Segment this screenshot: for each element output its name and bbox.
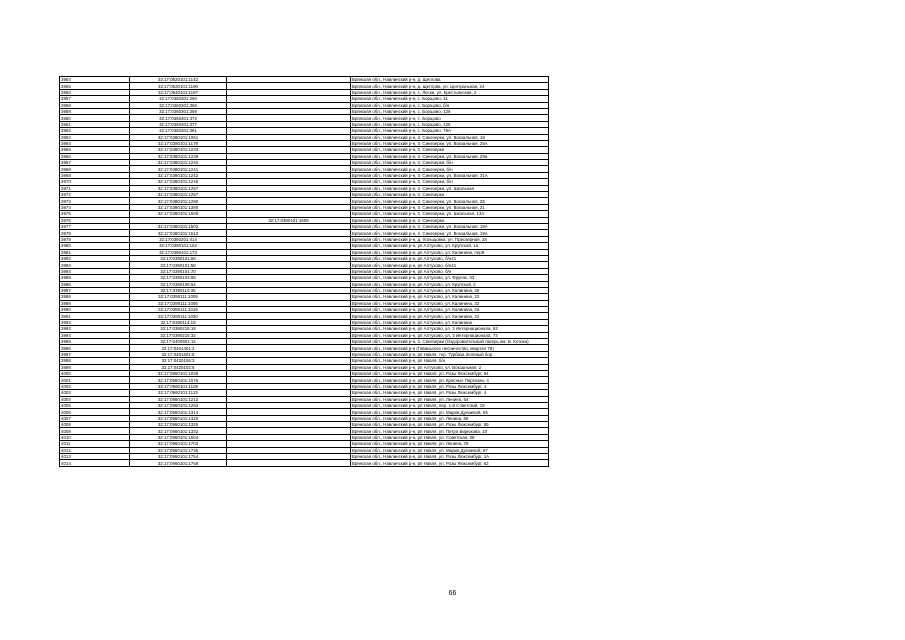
row-number: 3978 [60,230,130,236]
cadastral-number: 32:17:0360301:366 [130,102,227,108]
cadastral-number: 32:17:0360301:260 [130,96,227,102]
row-number: 3961 [60,121,130,127]
address: Брянская обл., Навлинский р-н, п. Синезерки [351,192,549,198]
cadastral-number: 32:17:0380101:1061 [130,134,227,140]
address: Брянская обл., Навлинский р-н, п. Синезерки, б/н [351,166,549,172]
row-number: 3995 [60,339,130,345]
cadastral-number: 32:17:0960101:1320 [130,415,227,421]
address: Брянская обл., Навлинский р-н, д. Щеглова, ул. Центральная, 24 [351,83,549,89]
row-number: 3957 [60,96,130,102]
row-number: 3968 [60,166,130,172]
row-number: 4012 [60,447,130,453]
address: Брянская обл., Навлинский р-н, рп Навля, ул. Красных Партизан, 4 [351,377,549,383]
address: Брянская обл., Навлинский р-н, рп Алтухово, ул. Калинина, пер8 [351,249,549,255]
row-number: 3991 [60,313,130,319]
cadastral-number: 32:17:0960101:1332 [130,428,227,434]
address: Брянская обл., Навлинский р-н, п. Синезерки, ул. Школьная [351,185,549,191]
cadastral-number: 32:17:0380101:1512 [130,230,227,236]
address: Брянская обл., Навлинский р-н, с. Борщово [351,115,549,121]
cadastral-number-extra: 32:17:0380101:1508 [227,217,351,223]
address: Брянская обл., Навлинский р-н, с. Борщово, б/н [351,102,549,108]
cadastral-number: 32:17:0960101:1314 [130,409,227,415]
row-number: 3964 [60,140,130,146]
address: Брянская обл., Навлинский р-н, рп Алтухово, ул. 3 Интернационала, 92 [351,326,549,332]
address: Брянская обл., Навлинский р-н, п. Синезерки (Оздоровительный лагерь им. В. Котика) [351,339,549,345]
row-number: 3974 [60,204,130,210]
cadastral-number: 32:17:0390111:1005 [130,294,227,300]
row-number: 3976 [60,217,130,223]
address: Брянская обл., Навлинский р-н, рп Навля, ул. Марии Дунаевой, 67 [351,447,549,453]
address: Брянская обл., Навлинский р-н, п. Синезерки, ул. Вокзальная, 25А [351,140,549,146]
address: Брянская обл., Навлинский р-н, п. Синезерки, ул. Вокзальная, 25 [351,198,549,204]
row-number: 3954 [60,77,130,83]
cadastral-number: 32:17:0390101:58 [130,262,227,268]
row-number: 4000 [60,370,130,376]
address: Брянская обл., Навлинский р-н, рп Навля, пер. 1-й Советский, 19 [351,402,549,408]
address: Брянская обл., Навлинский р-н, рп Навля, ул. Розы Люксембург, 89 [351,422,549,428]
row-number: 3983 [60,262,130,268]
cadastral-number: 32:17:0380101:1239 [130,153,227,159]
cadastral-number: 32:17:0380101:1290 [130,198,227,204]
address: Брянская обл., Навлинский р-н (Гаваньское лесничество, квартал 78) [351,345,549,351]
row-number: 4008 [60,422,130,428]
cadastral-number: 32:17:0380101:1390 [130,204,227,210]
row-number: 3955 [60,83,130,89]
address: Брянская обл., Навлинский р-н, рп Алтухово, ул. Калинина [351,319,549,325]
row-number: 3973 [60,198,130,204]
row-number: 3969 [60,172,130,178]
address: Брянская обл., Навлинский р-н, рп Алтухово, б/н41 [351,262,549,268]
address: Брянская обл., Навлинский р-н, рп Алтухово, ул. Калинина, 30 [351,287,549,293]
row-number: 3966 [60,153,130,159]
address: Брянская обл., Навлинский р-н, с. Борщово, 125 [351,121,549,127]
cadastral-number: 32:17:0960101:1703 [130,441,227,447]
address: Брянская обл., Навлинский р-н, рп Навля, б/н [351,358,549,364]
cadastral-number: 32:17:0380101:1245 [130,179,227,185]
address: Брянская обл., Навлинский р-н, п. Синезерки, ул. Вокзальная, 21 [351,204,549,210]
address: Брянская обл., Навлинский р-н, п. Синезерки [351,217,549,223]
cadastral-number-extra [227,460,351,466]
address: Брянская обл., Навлинский р-н, п. Синезерки, б/н [351,179,549,185]
address: Брянская обл., Навлинский р-н, рп Навля, ул. Розы Люксембург, 4 [351,383,549,389]
address: Брянская обл., Навлинский р-н, рп Алтухово, ул. Калинина, 32 [351,300,549,306]
address: Брянская обл., Навлинский р-н, рп Алтухово, ул. Вокзальная, 2 [351,364,549,370]
cadastral-number: 32:17:0390103:65 [130,275,227,281]
row-number: 3963 [60,134,130,140]
row-number: 4010 [60,434,130,440]
row-number: 3980 [60,243,130,249]
address: Брянская обл., Навлинский р-н, рп Алтухово, ул. Калинина, 22 [351,294,549,300]
address: Брянская обл., Навлинский р-н, п. Синезерки, ул. Вокзальная, 29а [351,153,549,159]
row-number: 3970 [60,179,130,185]
cadastral-number: 32:17:0380101:1287 [130,192,227,198]
address: Брянская обл., Навлинский р-н, рп Навля, ул. Розы Люксембург, 62 [351,460,549,466]
row-number: 3960 [60,115,130,121]
cadastral-number: 32:17:0380101:1242 [130,172,227,178]
address: Брянская обл., Навлинский р-н, рп Алтухово, ул. Крупской, 1а [351,243,549,249]
address: Брянская обл., Навлинский р-н, рп Алтухово, ул. 3 Интернационала, 74 [351,332,549,338]
cadastral-number: 32:17:0540101:1167 [130,89,227,95]
row-number: 3984 [60,268,130,274]
row-number: 4002 [60,383,130,389]
address: Брянская обл., Навлинский р-н, рп Алтухово, ул. Фрунзе, 33 [351,275,549,281]
row-number: 4003 [60,390,130,396]
address: Брянская обл., Навлинский р-н, п. Синезерки [351,147,549,153]
cadastral-number: 32:17:0390101:162 [130,243,227,249]
address: Брянская обл., Навлинский р-н, п. Синезерки, ул. Вокзальная, 19А [351,223,549,229]
cadastral-number: 32:17:0380101:1505 [130,211,227,217]
cadastral-number: 32:17:0401601:5 [130,351,227,357]
row-number: 3986 [60,281,130,287]
cadastral-number: 32:17:0960101:1122 [130,390,227,396]
page-number: 66 [448,590,457,597]
address: Брянская обл., Навлинский р-н, рп Навля, ул. Советская, 38 [351,434,549,440]
address: Брянская обл., Навлинский р-н, рп Алтухово, ул. Крупской, 2 [351,281,549,287]
address: Брянская обл., Навлинский р-н, рп Навля, ул. Розы Люксембург, 4 [351,390,549,396]
cadastral-number: 32:17:0360301:359 [130,108,227,114]
cadastral-number: 32:17:0520101:1143 [130,77,227,83]
cadastral-number: 32:17:0390215:32 [130,332,227,338]
table-row [60,460,549,466]
cadastral-number: 32:17:0360301:381 [130,128,227,134]
cadastral-number: 32:17:0390108:54 [130,281,227,287]
address: Брянская обл., Навлинский р-н, с. Борщово, 129 [351,108,549,114]
address: Брянская обл., Навлинский р-н, п. Синезерки, ул. Вокзальная, 19 [351,134,549,140]
cadastral-number: 32:17:0390101:56 [130,255,227,261]
row-number: 3985 [60,275,130,281]
cadastral-number: 32:17:0360301:372 [130,115,227,121]
cadastral-number: 32:17:0380101:1240 [130,160,227,166]
address: Брянская обл., Навлинский р-н, рп Навля, ул. Ленина, 54 [351,396,549,402]
row-number: 4013 [60,454,130,460]
address: Брянская обл., Навлинский р-н, рп Навля, ул. Петра Бирюкова, 10 [351,428,549,434]
row-number: 4001 [60,377,130,383]
cadastral-number: 32:17:0380201:414 [130,236,227,242]
cadastral-number: 32:17:0960101:1736 [130,447,227,453]
row-number: 4009 [60,428,130,434]
address: Брянская обл., Навлинский р-н, п. Синезерки, ул. Вокзальная, 31А [351,172,549,178]
cadastral-number: 32:17:0360301:377 [130,121,227,127]
row-number: 3990 [60,307,130,313]
cadastral-number: 32:17:0380101:1502 [130,223,227,229]
row-number: 3971 [60,185,130,191]
row-number: 3996 [60,345,130,351]
cadastral-number: 32:17:0960101:1768 [130,460,227,466]
address: Брянская обл., Навлинский р-н, п. Синезерки, ул. Вокзальная, 19А [351,230,549,236]
address: Брянская обл., Навлинский р-н, с. Борщово, 75А [351,128,549,134]
address: Брянская обл., Навлинский р-н, рп Алтухово, ул. Калинина, 22 [351,313,549,319]
row-number: 3994 [60,332,130,338]
address: Брянская обл., Навлинский р-н, рп Навля, тер. Турбаза Зеленый бор [351,351,549,357]
address: Брянская обл., Навлинский р-н, п. Синезерки, б/н [351,160,549,166]
cadastral-number: 32:17:0390101:173 [130,249,227,255]
address: Брянская обл., Навлинский р-н, рп Навля, ул. Розы Люксембург, 84 [351,370,549,376]
cadastral-number: 32:17:0390111:1006 [130,300,227,306]
row-number: 3958 [60,102,130,108]
row-number: 4006 [60,409,130,415]
cadastral-number: 32:17:0960101:1109 [130,383,227,389]
cadastral-number: 32:17:0960101:1293 [130,402,227,408]
row-number: 3987 [60,287,130,293]
cadastral-number: 32:17:0960101:1504 [130,434,227,440]
cadastral-number: 32:17:0401401:2 [130,345,227,351]
row-number: 3993 [60,326,130,332]
address: Брянская обл., Навлинский р-н, п. Синезерки, ул. Школьная, 13А [351,211,549,217]
table-body [60,77,549,467]
cadastral-number: 32:17:0960101:1036 [130,370,227,376]
row-number: 3979 [60,236,130,242]
row-number: 4004 [60,396,130,402]
cadastral-number: 32:17:0390114:18 [130,319,227,325]
address: Брянская обл., Навлинский р-н, рп Алтухово, б/н41 [351,255,549,261]
row-number: 3998 [60,358,130,364]
cadastral-number: 32:17:0380101:1179 [130,140,227,146]
property-table [59,76,549,467]
cadastral-number: 32:17:0400901:14 [130,339,227,345]
cadastral-number: 32:17:0380101:1241 [130,166,227,172]
row-number: 3965 [60,147,130,153]
address: Брянская обл., Навлинский р-н, рп Навля, ул. Розы Люксембург, 1А [351,454,549,460]
cadastral-number: 32:17:0960101:1212 [130,396,227,402]
cadastral-number: 32:17:0520101:1190 [130,83,227,89]
row-number: 3959 [60,108,130,114]
cadastral-number: 32:17:0960101:1075 [130,377,227,383]
row-number: 3972 [60,192,130,198]
row-number: 3981 [60,249,130,255]
address: Брянская обл., Навлинский р-н, рп Навля, ул. Ленина, 78 [351,441,549,447]
row-number: 3992 [60,319,130,325]
cadastral-number: 32:17:0420106:3 [130,358,227,364]
cadastral-number: 32:17:0960101:1754 [130,454,227,460]
address: Брянская обл., Навлинский р-н, рп Навля, ул. Ленина, 69 [351,415,549,421]
address: Брянская обл., Навлинский р-н, рп Алтухово, б/н [351,268,549,274]
cadastral-number: 32:17:0390110:35 [130,287,227,293]
row-number: 4007 [60,415,130,421]
cadastral-number: 32:17:0390111:1030 [130,313,227,319]
cadastral-number: 32:17:0960101:1325 [130,422,227,428]
address: Брянская обл., Навлинский р-н, рп Навля, ул. Марии Дунаевой, 65 [351,409,549,415]
address: Брянская обл., Навлинский р-н, с. Лески, ул. Крестьянская, 2 [351,89,549,95]
row-number: 4005 [60,402,130,408]
cadastral-number: 32:17:0380101:1257 [130,185,227,191]
row-number: 3999 [60,364,130,370]
row-number: 3956 [60,89,130,95]
row-number: 3997 [60,351,130,357]
row-number: 3967 [60,160,130,166]
row-number: 3982 [60,255,130,261]
cadastral-number: 32:17:0390101:70 [130,268,227,274]
row-number: 4014 [60,460,130,466]
row-number: 3977 [60,223,130,229]
row-number: 3975 [60,211,130,217]
row-number: 3988 [60,294,130,300]
cadastral-number: 32:17:0380101:1233 [130,147,227,153]
row-number: 3989 [60,300,130,306]
cadastral-number: 32:17:0420102:6 [130,364,227,370]
address: Брянская обл., Навлинский р-н, с. Борщово, 11 [351,96,549,102]
address: Брянская обл., Навлинский р-н, д. Щеглова [351,77,549,83]
address: Брянская обл., Навлинский р-н, д. Хольщовка, ул. Приозерная, 2а [351,236,549,242]
cadastral-number: 32:17:0390111:1016 [130,307,227,313]
cadastral-number: 32:17:0390215:18 [130,326,227,332]
row-number: 4011 [60,441,130,447]
address: Брянская обл., Навлинский р-н, рп Алтухово, ул. Калинина, 2а [351,307,549,313]
row-number: 3962 [60,128,130,134]
